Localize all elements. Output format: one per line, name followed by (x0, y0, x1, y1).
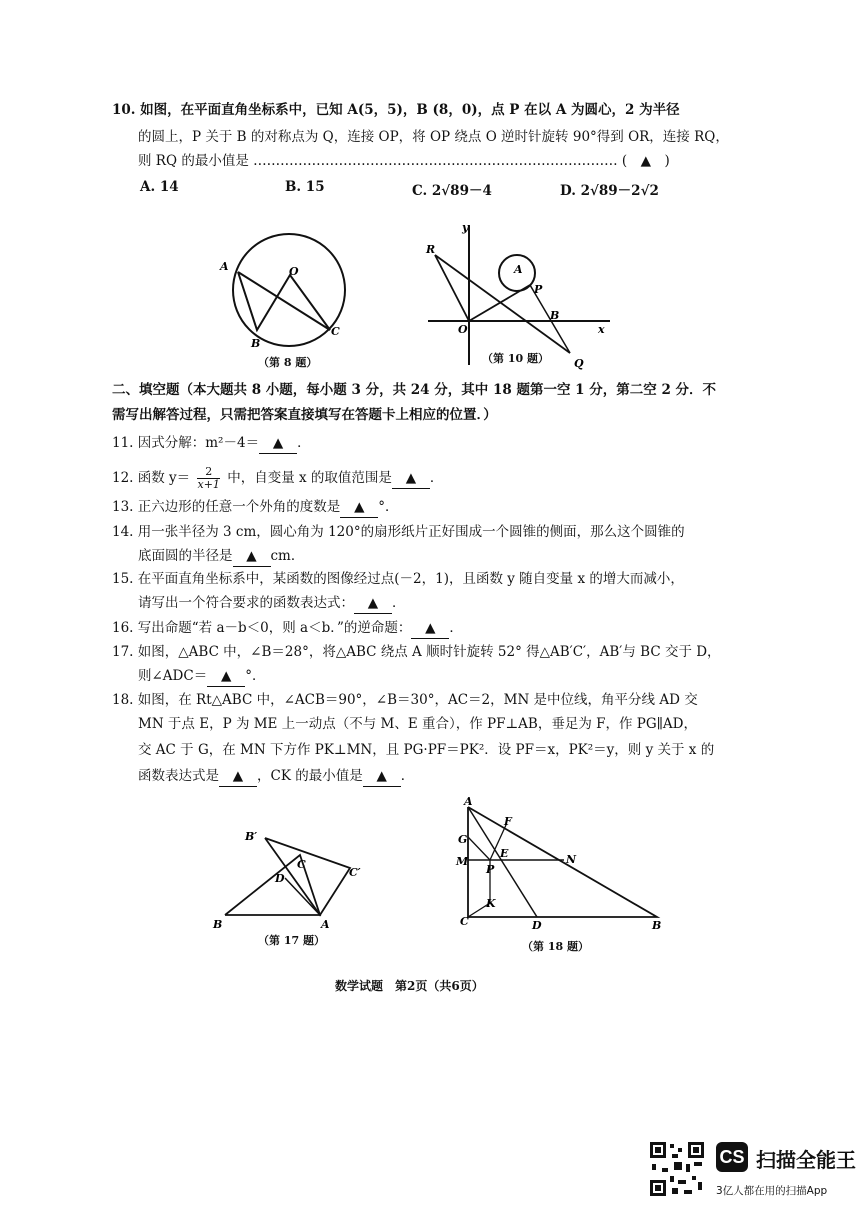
fig18-label-g: G (458, 833, 468, 846)
q17-line1: 17. 如图，△ABC 中，∠B＝28°，将△ABC 绕点 A 顺时针旋转 52° 得△AB′C′，AB′与 BC 交于 D， (112, 644, 721, 660)
q17-line2 (138, 667, 265, 687)
q14-answer-blank: ▲ (233, 547, 271, 567)
scanner-app-title: 扫描全能王 (756, 1148, 856, 1172)
q10-line2: 的圆上，P 关于 B 的对称点为 Q，连接 OP，将 OP 绕点 O 逆时针旋转 90°得到 OR，连接 RQ， (138, 129, 729, 145)
q12-fraction (197, 466, 219, 491)
fig10-label-o: O (458, 323, 468, 336)
fig18-label-p: P (486, 863, 495, 876)
q16-text: 16. 写出命题“若 a－b＜0，则 a＜b．”的逆命题： (112, 620, 412, 636)
q16-answer-blank: ▲ (411, 619, 449, 639)
q11-text: 11. 因式分解：m²－4＝ (112, 435, 260, 451)
fig10-label-y: y (462, 221, 469, 234)
q12-pre: 12. 函数 y＝ (112, 470, 191, 486)
q15-end: ． (392, 595, 406, 611)
q17-end: °． (245, 668, 266, 684)
section2-heading-line1: 二、填空题（本大题共 8 小题，每小题 3 分，共 24 分，其中 18 题第一空 1 分，第二空 2 分．不 (112, 382, 717, 398)
fig18-label-m: M (456, 855, 469, 868)
q10-option-b: B. 15 (285, 179, 325, 195)
fig10-label-p: P (534, 283, 543, 296)
q15-line1: 15. 在平面直角坐标系中，某函数的图像经过点(－2，1)，且函数 y 随自变量 x 的增大而减小， (112, 571, 684, 587)
figure-17 (205, 820, 375, 940)
fig8-label-a: A (220, 260, 229, 273)
q13-answer-blank: ▲ (340, 498, 378, 518)
q11 (112, 434, 311, 454)
q18-line1: 18. 如图，在 Rt△ABC 中，∠ACB＝90°，∠B＝30°，AC＝2，MN 是中位线，角平分线 AD 交 (112, 692, 698, 708)
q12 (112, 466, 443, 491)
fig10-seg-or (435, 255, 469, 321)
q12-end: ． (429, 470, 444, 486)
q14-line2-pre: 底面圆的半径是 (138, 548, 233, 564)
fig8-caption: （第 8 题） (258, 356, 318, 369)
q12-numerator: 2 (197, 466, 219, 479)
fig18-label-n: N (566, 853, 577, 866)
q10-line1: 10. 如图，在平面直角坐标系中，已知 A(5，5)，B (8，0)，点 P 在以 A 为圆心，2 为半径 (112, 102, 680, 118)
fig10-seg-rq (435, 255, 570, 353)
fig18-seg-pg (468, 837, 490, 860)
q15-line2 (138, 594, 406, 614)
q10-line3: 则 RQ 的最小值是 ……………………………………………………………………… ( ▲ ) (138, 153, 670, 169)
q14-line2 (138, 547, 304, 567)
q18-line4-mid: ，CK 的最小值是 (257, 768, 363, 784)
fig8-label-o: O (289, 265, 299, 278)
fig18-label-f: F (504, 815, 512, 828)
q10-option-c: C. 2√89－4 (412, 183, 492, 199)
fig10-label-b: B (550, 309, 560, 322)
q13-text: 13. 正六边形的任意一个外角的度数是 (112, 499, 341, 515)
q10-option-d: D. 2√89－2√2 (560, 183, 659, 199)
fig17-label-a: A (321, 918, 330, 931)
fig18-caption: （第 18 题） (522, 940, 589, 953)
fig8-label-c: C (331, 325, 340, 338)
fig18-label-c: C (460, 915, 469, 928)
q15-answer-blank: ▲ (354, 594, 392, 614)
figure-18 (452, 795, 672, 935)
fig18-triangle (468, 807, 657, 917)
q18-line4-pre: 函数表达式是 (138, 768, 219, 784)
q18-end: ． (400, 768, 415, 784)
fig18-bisector-ad (468, 807, 537, 917)
fig10-label-x: x (598, 323, 605, 336)
q17-line2-pre: 则∠ADC＝ (138, 668, 208, 684)
fig10-seg-op (469, 285, 530, 321)
q12-post: 中，自变量 x 的取值范围是 (227, 470, 392, 486)
q17-answer-blank: ▲ (207, 667, 245, 687)
fig17-label-b-prime: B′ (245, 830, 258, 843)
fig17-caption: （第 17 题） (258, 934, 325, 947)
qr-code (648, 1140, 706, 1198)
q11-answer-blank: ▲ (259, 434, 297, 454)
scanner-app-subtitle: 3亿人都在用的扫描App (716, 1185, 828, 1197)
q18-answer-blank-1: ▲ (219, 767, 257, 787)
q13-end: °． (378, 499, 399, 515)
fig17-label-c: C (297, 858, 306, 871)
fig17-label-c-prime: C′ (349, 866, 361, 879)
q18-line3: 交 AC 于 G，在 MN 下方作 PK⊥MN，且 PG·PF＝PK²．设 PF＝x，PK²＝y，则 y 关于 x 的 (138, 742, 715, 758)
q14-line1: 14. 用一张半径为 3 cm，圆心角为 120°的扇形纸片正好围成一个圆锥的侧面，那么这个圆锥的 (112, 524, 685, 540)
fig18-label-k: K (486, 897, 496, 910)
q18-answer-blank-2: ▲ (363, 767, 401, 787)
fig8-lines (238, 272, 330, 330)
fig10-label-r: R (426, 243, 436, 256)
figure-8 (205, 215, 375, 375)
q14-line2-post: cm． (270, 548, 305, 564)
q12-denominator: x+1 (197, 478, 220, 491)
page-footer: 数学试题 第2页（共6页） (335, 979, 484, 993)
q13 (112, 498, 399, 518)
fig10-label-a: A (514, 263, 523, 276)
fig18-label-e: E (500, 847, 509, 860)
fig18-label-b: B (652, 919, 662, 932)
fig8-label-b: B (251, 337, 261, 350)
q18-line2: MN 于点 E，P 为 ME 上一动点（不与 M、E 重合），作 PF⊥AB，垂足为 F，作 PG∥AD， (138, 716, 697, 732)
fig17-label-b: B (213, 918, 223, 931)
q15-line2-pre: 请写出一个符合要求的函数表达式： (138, 595, 354, 611)
fig10-caption: （第 10 题） (482, 352, 549, 365)
q16 (112, 619, 463, 639)
q11-end: ． (297, 435, 311, 451)
scanner-logo-badge: CS (716, 1142, 748, 1172)
fig18-label-d: D (532, 919, 542, 932)
q18-line4 (138, 767, 414, 787)
fig18-label-a: A (464, 795, 473, 808)
q10-option-a: A. 14 (140, 179, 179, 195)
section2-heading-line2: 需写出解答过程，只需把答案直接填写在答题卡上相应的位置．） (112, 407, 497, 423)
fig10-label-q: Q (574, 357, 584, 370)
q12-answer-blank: ▲ (392, 469, 430, 489)
fig17-label-d: D (275, 872, 285, 885)
q16-end: ． (449, 620, 463, 636)
